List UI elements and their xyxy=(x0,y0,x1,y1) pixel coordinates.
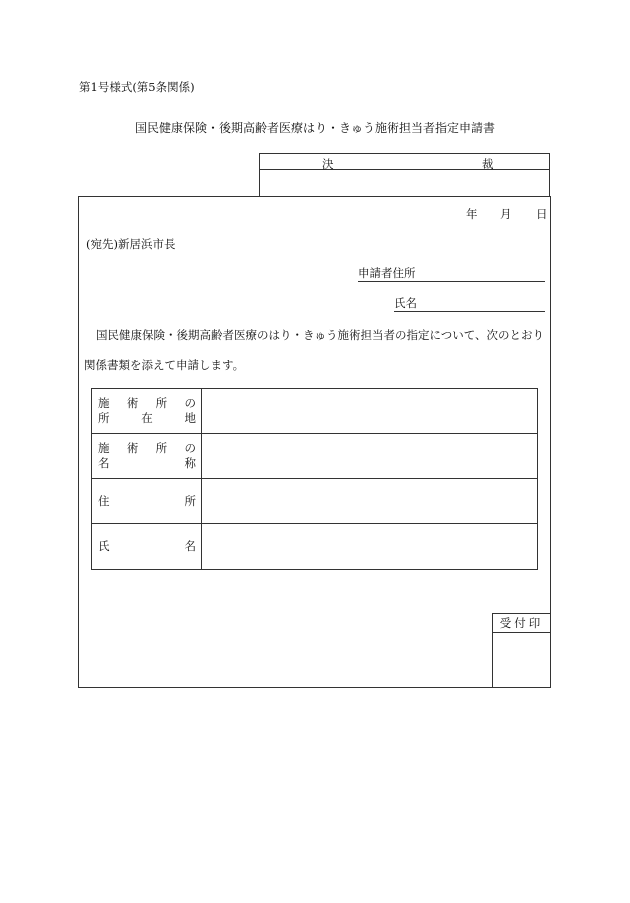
document-title: 国民健康保険・後期高齢者医療はり・きゅう施術担当者指定申請書 xyxy=(134,121,495,135)
form-number: 第1号様式(第5条関係) xyxy=(79,80,195,94)
label-char: 在 xyxy=(141,411,153,425)
date-day-label: 日 xyxy=(536,207,548,221)
receipt-stamp-box xyxy=(492,613,551,688)
label-char: 施 xyxy=(98,441,110,455)
approval-box xyxy=(259,153,550,196)
label-char: 所 xyxy=(155,441,168,455)
label-address xyxy=(92,479,202,523)
label-clinic-name xyxy=(92,434,202,478)
label-char: 住 xyxy=(98,493,110,508)
name-field[interactable] xyxy=(202,524,537,569)
label-char: 称 xyxy=(184,456,196,470)
label-char: 所 xyxy=(184,493,196,508)
receipt-stamp-label: 受付印 xyxy=(493,614,550,633)
label-char: 所 xyxy=(98,411,110,425)
applicant-address-field[interactable] xyxy=(358,281,545,282)
clinic-location-field[interactable] xyxy=(202,389,537,433)
table-row-address xyxy=(92,479,537,524)
label-char: 術 xyxy=(126,396,139,410)
date-year-label: 年 xyxy=(466,207,478,221)
body-text-line-1: 国民健康保険・後期高齢者医療のはり・きゅう施術担当者の指定について、次のとおり xyxy=(96,328,545,342)
addressee: (宛先)新居浜市長 xyxy=(86,237,176,251)
label-char: 術 xyxy=(126,441,139,455)
clinic-name-field[interactable] xyxy=(202,434,537,478)
label-char: 氏 xyxy=(98,539,110,553)
applicant-name-field[interactable] xyxy=(394,311,545,312)
body-text-line-2: 関係書類を添えて申請します。 xyxy=(84,358,245,372)
label-name xyxy=(92,524,202,569)
applicant-address-label: 申請者住所 xyxy=(358,266,416,280)
label-char: 地 xyxy=(184,411,196,425)
label-char: 名 xyxy=(98,456,110,470)
applicant-name-label: 氏名 xyxy=(394,296,417,310)
label-char: の xyxy=(184,396,196,410)
label-clinic-location xyxy=(92,389,202,433)
label-char: 名 xyxy=(184,539,196,553)
label-char: の xyxy=(184,441,196,455)
label-char: 所 xyxy=(155,396,168,410)
table-row-name xyxy=(92,524,537,569)
label-char: 施 xyxy=(98,396,110,410)
approval-header xyxy=(260,154,549,170)
approval-right-char: 裁 xyxy=(482,157,494,171)
table-row-clinic-name xyxy=(92,434,537,479)
approval-left-char: 決 xyxy=(322,157,334,171)
address-field[interactable] xyxy=(202,479,537,523)
details-table xyxy=(91,388,538,570)
date-month-label: 月 xyxy=(500,207,512,221)
table-row-clinic-location xyxy=(92,389,537,434)
